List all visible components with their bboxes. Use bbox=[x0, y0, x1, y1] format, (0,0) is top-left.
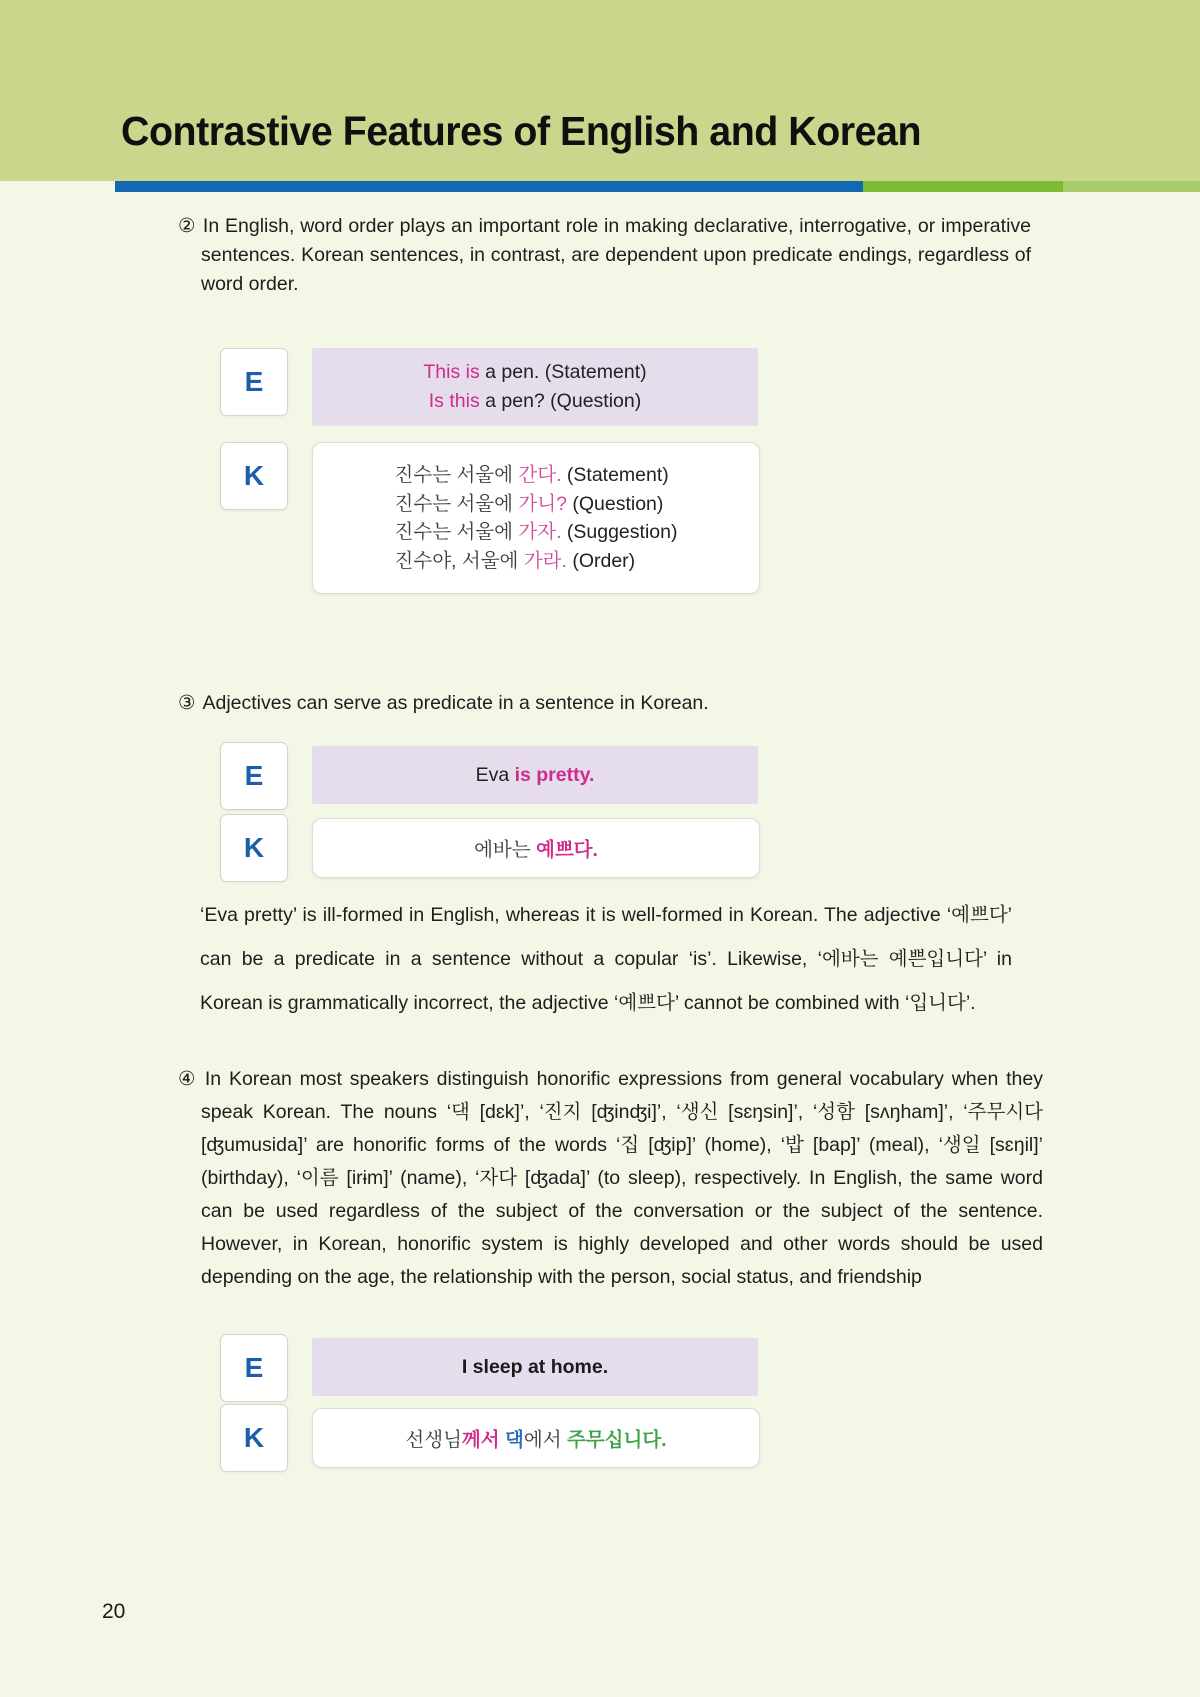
item-marker-3: ③ bbox=[178, 692, 196, 714]
korean-example-box-2 bbox=[312, 818, 760, 878]
page-number: 20 bbox=[102, 1600, 126, 1623]
example-line-rest: (Suggestion) bbox=[561, 521, 678, 543]
english-label-1: E bbox=[244, 366, 264, 397]
example-line bbox=[395, 547, 678, 576]
page-title: Contrastive Features of English and Korean bbox=[121, 108, 922, 154]
korean-label-2: K bbox=[243, 832, 265, 863]
example-line bbox=[423, 358, 646, 387]
paragraph-honorifics-text: In Korean most speakers distinguish honorific expressions from general vocabulary when they speak Korean. The nouns ‘댁 [dɛk]’, ‘진지 [ʤinʤi]’, ‘생신 [sɛŋsin]’, ‘성함 [sʌŋham]’, ‘주무시다[ʤumusida]’ are honorific forms of the words ‘집 [ʤip]’ (home), ‘밥 [bap]’ (meal), ‘생일 [sɛŋil]’ (birthday), ‘이름 [irɨm]’ (name), ‘자다 [ʤada]’ (to sleep), respectively. In English, the same word can be used regardless of the subject of the conversation or the subject of the sentence. However, in Korean, honorific system is highly developed and other words should be used depending on the age, the relationship with the person, social status, and friendship bbox=[201, 1068, 1043, 1288]
green-bold-highlight: 주무십니다. bbox=[566, 1429, 667, 1451]
korean-label-box-2 bbox=[220, 814, 288, 882]
korean-label-3: K bbox=[243, 1422, 265, 1453]
title-rule-blue bbox=[115, 181, 863, 192]
korean-label-box-3 bbox=[220, 1404, 288, 1472]
english-label-box-2 bbox=[220, 742, 288, 810]
example-line-rest: (Order) bbox=[566, 549, 636, 572]
pink-bold-highlight: 께서 bbox=[461, 1429, 500, 1451]
example-line-pre: 진수는 서울에 bbox=[394, 464, 519, 486]
example-line bbox=[395, 518, 678, 547]
paragraph-honorifics bbox=[178, 1063, 1043, 1294]
example-line-rest: (Statement) bbox=[561, 464, 669, 486]
korean-label-box-1 bbox=[220, 442, 288, 510]
korean-segment: 에서 bbox=[523, 1429, 567, 1451]
pink-highlight: 가라. bbox=[523, 549, 567, 572]
item-marker-4: ④ bbox=[178, 1068, 198, 1090]
title-rule-green bbox=[863, 181, 1063, 192]
example-line bbox=[423, 387, 646, 416]
english-label-3: E bbox=[244, 1352, 264, 1383]
example-line bbox=[395, 490, 678, 519]
example-line-rest: (Question) bbox=[566, 492, 664, 515]
english-example-box-3 bbox=[312, 1338, 758, 1396]
example-line: I sleep at home. bbox=[461, 1355, 609, 1378]
paragraph-eva-pretty-note: ‘Eva pretty’ is ill-formed in English, whereas it is well-formed in Korean. The adjective ‘예쁘다’ can be a predicate in a sentence without a copular ‘is’. Likewise, ‘에바는 예쁜입니다’ in Korean is grammatically incorrect, the adjective ‘예쁘다’ cannot be combined with ‘입니다’. bbox=[200, 904, 1012, 1014]
blue-bold-highlight: 댁 bbox=[505, 1429, 524, 1451]
korean-example-lines-1 bbox=[395, 461, 678, 575]
item-marker-2: ② bbox=[178, 215, 196, 237]
example-line-pre: 에바는 bbox=[474, 839, 536, 861]
pink-highlight: 가니? bbox=[518, 492, 567, 515]
korean-label-1: K bbox=[243, 460, 265, 491]
example-line-pre: 진수야, 서울에 bbox=[394, 549, 524, 572]
pink-highlight: 가자. bbox=[518, 521, 562, 543]
english-example-lines-1 bbox=[423, 358, 646, 416]
example-line bbox=[395, 461, 678, 490]
pink-highlight: This is bbox=[423, 361, 480, 383]
korean-segment: 선생님 bbox=[405, 1429, 462, 1451]
heading-adjectives-text: Adjectives can serve as predicate in a sentence in Korean. bbox=[202, 692, 709, 714]
example-line-pre: 진수는 서울에 bbox=[394, 521, 519, 543]
paragraph-word-order-text: In English, word order plays an important role in making declarative, interrogative, or imperative sentences. Korean sentences, in contrast, are dependent upon predicate endings, regardless of word order. bbox=[201, 215, 1031, 295]
example-line bbox=[476, 764, 595, 787]
pink-bold-highlight: 예쁘다. bbox=[536, 839, 598, 861]
example-line bbox=[474, 834, 598, 862]
pink-highlight: Is this bbox=[428, 390, 480, 412]
pink-highlight: 간다. bbox=[518, 464, 562, 486]
english-label-box-1 bbox=[220, 348, 288, 416]
example-line-pre: 진수는 서울에 bbox=[394, 492, 519, 515]
english-label-2: E bbox=[244, 760, 264, 791]
example-line bbox=[405, 1424, 666, 1452]
title-rule-green-light bbox=[1063, 181, 1200, 192]
korean-example-box-1 bbox=[312, 442, 760, 594]
english-example-box-2 bbox=[312, 746, 758, 804]
example-line-rest: a pen? (Question) bbox=[479, 390, 642, 412]
english-label-box-3 bbox=[220, 1334, 288, 1402]
example-line-pre: Eva bbox=[475, 763, 515, 786]
example-line-rest: a pen. (Statement) bbox=[479, 361, 647, 383]
paragraph-word-order bbox=[178, 212, 1031, 299]
pink-bold-highlight: is pretty. bbox=[514, 763, 595, 786]
heading-adjectives bbox=[178, 690, 1031, 717]
english-example-box-1 bbox=[312, 348, 758, 426]
korean-example-box-3 bbox=[312, 1408, 760, 1468]
